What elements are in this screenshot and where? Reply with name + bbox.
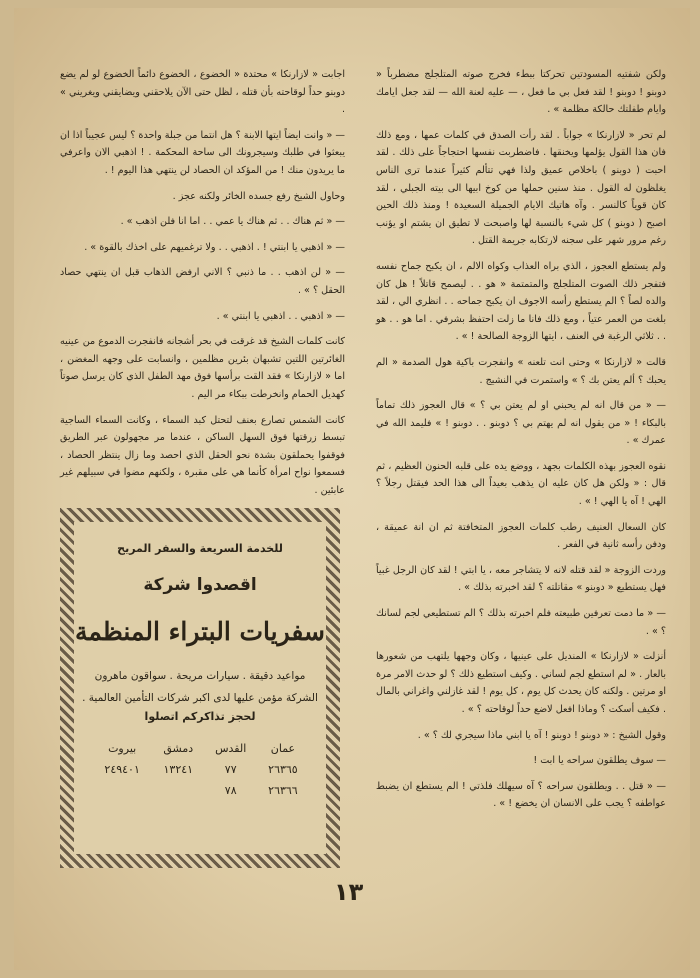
- paragraph: — « قتل . . ويطلقون سراحه ؟ آه سيهلك فلذتي ! الم يستطع ان يضبط عواطفه ؟ يجب على الانسان ان يخضع ! » .: [376, 780, 666, 810]
- ad-headline: اقصدوا شركة: [143, 575, 257, 595]
- ad-features: مواعيد دقيقة . سيارات مريحة . سواقون ماهرون: [94, 670, 306, 682]
- paragraph: — « اذهبي يا ابنتي ! . اذهبي . . ولا ترغميهم على اخذك بالقوة » .: [84, 241, 345, 253]
- paragraph: ولم يستطع العجوز ، الذي براه العذاب وكواه الالم ، ان يكبح جماح نفسه فتفجر ذلك الصوت المتلجلج والمتمتمة « هو . . ليصمح قاتلاً ! هل كان والده لصاً ؟ الم يستطع رأسه الاجوف ان يكبح جماحه . . انظري الي ، لقد بلغت من العمر عتياً ، ومع ذلك فانا ما زلت احتفظ بشرفي . اما هو . . هو . . ثلاثي الرغبة في العنف ، ايتها الزوجة الصالحة ! » .: [376, 260, 666, 343]
- paragraph: — « ما دمت تعرفين طبيعته فلم اخبرته بذلك ؟ الم تستطيعي لجم لسانك ؟ » .: [376, 608, 666, 637]
- paragraph: كان السعال العنيف رطب كلمات العجوز المتخافتة ثم ان انة عميقة ، ودفن رأسه ثانية في الفعر .: [376, 521, 666, 551]
- city-name: دمشق: [163, 742, 194, 755]
- phone-number: ٧٧: [224, 763, 237, 776]
- phone-number: [153, 781, 204, 802]
- city-name: القدس: [215, 742, 247, 755]
- paragraph: وقول الشيخ : « دوبنو ! دوبنو ! آه يا ابني ماذا سيجري لك ؟ » .: [417, 729, 666, 741]
- paragraph: وحاول الشيخ رفع جسده الخائر ولكنه عجز .: [172, 190, 345, 202]
- paragraph: وردت الزوجة « لقد قتله لانه لا يتشاجر معه ، يا ابتي ! لقد كان الرجل غبياً فهل يستطيع « دوبنو » مقاتلته ؟ لقد اخبرته بذلك » .: [376, 564, 666, 594]
- article-column-left: [60, 66, 345, 507]
- phone-row: [92, 760, 309, 781]
- paragraph: لم تحر « لازارنكا » جواباً . لقد رأت الصدق في كلمات عمها ، ومع ذلك فان هذا القول يؤلمها ويخنقها . فاضطربت نفسها احتجاجاً على ذلك . لقد احبت ( دوبنو ) باخلاص عميق ولذا فهي تتألم كثيراً عندما ترى الناس يغلظون له القول . منذ سنين حملها من كوخ ابيها الى بيته الجبلي ، لقد كان قوياً كالنسر . وآه هاتيك الايام الجميلة السعيدة ! ومنذ ذلك الحين اصبح ( دوبنو ) كل شيء بالنسبة لها واصبحت لا تطيق ان يشتم او يؤنب رغم مرور شهر على سجنه لارتكابه جريمة القتل .: [376, 129, 666, 247]
- ad-call-to-action: لحجز تذاكركم اتصلوا: [144, 710, 256, 723]
- paragraph: — سوف يطلقون سراحه يا ابت !: [533, 755, 666, 767]
- phone-number: ١٣٢٤١: [163, 763, 194, 776]
- article-column-right: [376, 66, 666, 821]
- paragraph: اجابت « لازارنكا » محتدة « الخضوع ، الخضوع دائماً الخضوع لو لم يضع دوبنو حداً لوقاحته بأن قتله ، لظل حتى الآن يلاحقني ويضايقني ويغريني » .: [60, 69, 345, 116]
- city-row: [92, 739, 309, 760]
- ad-company-name: سفريات البتراء المنظمة: [75, 617, 325, 646]
- ad-insurance: الشركة مؤمن عليها لدى اكبر شركات التأمين العالمية .: [82, 692, 318, 704]
- phone-number: ٢٦٣٦٦: [268, 784, 298, 797]
- paragraph: ولكن شفتيه المسودتين تحركتا ببطء فخرج صوته المتلجلج مضطرباً « دوبنو ! دوبنو ! لقد فعل بي ما فعل ، — عليه لعنة الله — لقد جعل ايامك وايام طفلتك حالكة مظلمة » .: [376, 69, 666, 116]
- paragraph: قالت « لازارنكا » وحتى انت تلعنه » وانفجرت باكية هول الصدمة « الم يحبك ؟ ألم يعتن بك ؟ » واستمرت في النشيج .: [376, 356, 666, 386]
- city-name: عمان: [270, 742, 296, 755]
- paragraph: — « وانت ايضاً ايتها الابنة ؟ هل انتما من جبلة واحدة ؟ ليس عجيباً اذا ان يبعثوا في طلبك وسيجرونك الى ساحة المحكمة . ! اذهبي الان واعرفي ما يريدون منك ! من المؤكد ان الحصاد لن ينتهي هذا اليوم ! .: [60, 129, 345, 176]
- paragraph: — « من قال انه لم يحبني او لم يعتن بي ؟ » قال العجوز ذلك تماماً بالبكاء ! « من يقول انه لم يهتم بي ؟ دوبنو . . دوبنو ! » فليمد الله في عمرك » .: [376, 400, 666, 447]
- paragraph: — « لن اذهب . . ما ذنبي ؟ الاني ارفض الذهاب قبل ان ينتهي حصاد الحقل ؟ » .: [60, 267, 345, 296]
- phone-number: ٧٨: [224, 784, 237, 797]
- phone-number: [92, 781, 153, 802]
- paragraph: أنزلت « لازارنكا » المنديل على عينيها ، وكان وجهها يلتهب من شعورها بالعار . « لم استطع لجم لساني . وكيف استطيع ذلك ؟ لو حدث الامر مرة او مرتين . ولكنه كان يحدث كل يوم ، كل يوم ! لقد غازلني واغراني بالمال . فكيف أسكت ؟ وماذا افعل لاضع حداً لوقاحته ؟ » .: [376, 651, 666, 715]
- ad-tagline: للخدمة السريعة والسفر المريح: [117, 542, 283, 555]
- paragraph: كانت كلمات الشيخ قد غرقت في بحر أشجانه فانفجرت الدموع من عينيه الغائرتين اللتين تشبهان بئرين مظلمين ، وانسابت على وجهه المغضن ، اما « لازارنكا » فقد القت برأسها فوق مهد الطفل الذي كان يرسل صوتاً كهديل الحمام وانخرطت ببكاء مر اليم .: [60, 336, 345, 400]
- paragraph: — « اذهبي . . اذهبي يا ابنتي » .: [216, 310, 345, 322]
- page-number: ١٣: [334, 878, 364, 906]
- phone-number: ٢٦٣٦٥: [268, 763, 298, 776]
- phone-row: [92, 781, 309, 802]
- ad-phone-table: [92, 739, 309, 802]
- phone-number: ٢٤٩٤٠١: [104, 763, 140, 776]
- paragraph: كانت الشمس تصارع بعنف لتحتل كبد السماء ، وكانت السماء الساجية تبسط زرقتها فوق السهل الساكن ، عندما مر مجهولون عبر الطريق فوقفوا يحملقون بشدة نحو الحقل الذي احصد وما زال ينتظر الحصاد ، فسمعوا نواح امرأة كأنما هي على مقبرة ، ولكنهم مضوا في سبيلهم غير عابئين .: [60, 414, 345, 496]
- paragraph: نقوه العجوز بهذه الكلمات بجهد ، ووضع يده على قلبه الحنون العظيم ، ثم قال : « ولكن هل كان عليه ان يذهب بعيداً الى هذا الحد فيقتل رجلاً ؟ الهي ! آه يا الهي ! » .: [376, 460, 666, 508]
- paragraph: — « ثم هناك . . ثم هناك يا عمي . . اما انا فلن اذهب » .: [120, 216, 345, 228]
- city-name: بيروت: [108, 742, 137, 755]
- advertisement-box: [60, 508, 340, 868]
